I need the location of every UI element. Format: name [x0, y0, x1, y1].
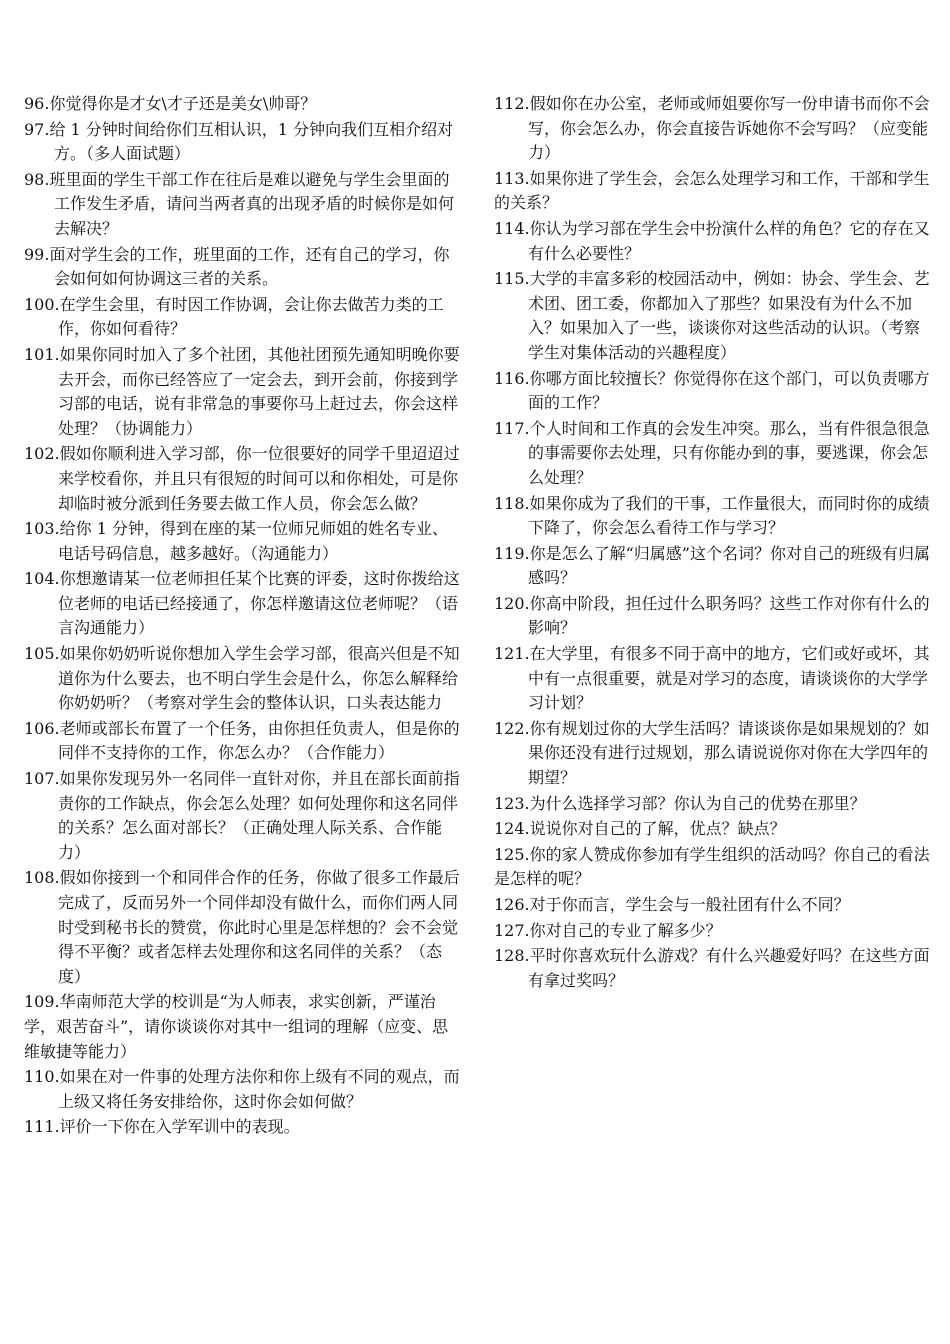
question-111: 111.评价一下你在入学军训中的表现。: [24, 1117, 300, 1137]
question-122: 122.你有规划过你的大学生活吗？请谈谈你是如果规划的？如果你还没有进行过规划，那么请说说你对你在大学四年的期望？: [494, 718, 930, 788]
question-119: 119.你是怎么了解“归属感”这个名词？你对自己的班级有归属感吗？: [494, 543, 930, 588]
question-121: 121.在大学里，有很多不同于高中的地方，它们或好或坏，其中有一点很重要，就是对学习的态度，请谈谈你的大学学习计划？: [494, 644, 930, 713]
question-104: 104.你想邀请某一位老师担任某个比赛的评委，这时你拨给这位老师的电话已经接通了，你怎样邀请这位老师呢？（语言沟通能力）: [24, 569, 460, 638]
question-125: 125.你的家人赞成你参加有学生组织的活动吗？你自己的看法是怎样的呢？: [494, 844, 930, 889]
question-100: 100.在学生会里，有时因工作协调，会让你去做苦力类的工作，你如何看待？: [24, 294, 444, 339]
question-124: 124.说说你对自己的了解，优点？缺点？: [494, 819, 786, 839]
question-105: 105.如果你奶奶听说你想加入学生会学习部，很高兴但是不知道你为什么要去，也不明白学生会是什么，你怎么解释给你奶奶听？（考察对学生会的整体认识，口头表达能力: [24, 644, 460, 713]
question-115: 115.大学的丰富多彩的校园活动中，例如：协会、学生会、艺术团、团工委，你都加入了那些？如果没有为什么不加入？如果加入了一些，谈谈你对这些活动的认识。（考察学生对集体活动的兴趣程度）: [494, 269, 930, 362]
question-113: 113.如果你进了学生会，会怎么处理学习和工作，干部和学生的关系？: [494, 168, 930, 213]
right-column: [494, 92, 930, 994]
question-98: 98.班里面的学生干部工作在往后是难以避免与学生会里面的工作发生矛盾，请问当两者真的出现矛盾的时候你是如何去解决？: [24, 169, 455, 238]
question-103: 103.给你 1 分钟，得到在座的某一位师兄师姐的姓名专业、电话号码信息，越多越好。（沟通能力）: [24, 519, 448, 563]
question-96: 96.你觉得你是才女\才子还是美女\帅哥？: [24, 94, 317, 113]
question-108: 108.假如你接到一个和同伴合作的任务，你做了很多工作最后完成了，反而另外一个同伴却没有做什么，而你们两人同时受到秘书长的赞赏，你此时心里是怎样想的？会不会觉得不平衡？或者怎样去处理你和这名同伴的关系？（态度）: [24, 868, 460, 986]
question-120: 120.你高中阶段，担任过什么职务吗？这些工作对你有什么的影响？: [494, 593, 930, 638]
question-126: 126.对于你而言，学生会与一般社团有什么不同？: [494, 895, 850, 914]
left-column: [24, 92, 460, 1141]
question-110: 110.如果在对一件事的处理方法你和你上级有不同的观点，而上级又将任务安排给你，这时你会如何做？: [24, 1067, 460, 1111]
question-109: 109.华南师范大学的校训是“为人师表，求实创新，严谨治学，艰苦奋斗”，请你谈谈你对其中一组词的理解（应变、思维敏捷等能力）: [24, 992, 449, 1061]
question-107: 107.如果你发现另外一名同伴一直针对你，并且在部长面前指责你的工作缺点，你会怎么处理？如何处理你和这名同伴的关系？怎么面对部长？（正确处理人际关系、合作能力）: [24, 769, 460, 862]
question-117: 117.个人时间和工作真的会发生冲突。那么，当有件很急很急的事需要你去处理，只有你能办到的事，要逃课，你会怎么处理？: [494, 418, 930, 487]
question-127: 127.你对自己的专业了解多少？: [494, 920, 722, 940]
question-128: 128.平时你喜欢玩什么游戏？有什么兴趣爱好吗？在这些方面有拿过奖吗？: [494, 946, 930, 990]
question-118: 118.如果你成为了我们的干事，工作量很大，而同时你的成绩下降了，你会怎么看待工作与学习？: [494, 493, 930, 538]
question-101: 101.如果你同时加入了多个社团，其他社团预先通知明晚你要去开会，而你已经答应了一定会去，到开会前，你接到学习部的电话，说有非常急的事要你马上赶过去，你会这样处理？（协调能力）: [24, 344, 460, 438]
question-99: 99.面对学生会的工作，班里面的工作，还有自己的学习，你会如何如何协调这三者的关系。: [24, 244, 450, 289]
question-116: 116.你哪方面比较擅长？你觉得你在这个部门，可以负责哪方面的工作？: [494, 368, 930, 413]
question-106: 106.老师或部长布置了一个任务，由你担任负责人，但是你的同伴不支持你的工作，你怎么办？（合作能力）: [24, 718, 460, 763]
question-114: 114.你认为学习部在学生会中扮演什么样的角色？它的存在又有什么必要性？: [494, 218, 930, 263]
question-112: 112.假如你在办公室，老师或师姐要你写一份申请书而你不会写，你会怎么办，你会直接告诉她你不会写吗？（应变能力）: [494, 94, 930, 163]
question-123: 123.为什么选择学习部？你认为自己的优势在那里？: [494, 793, 866, 813]
question-102: 102.假如你顺利进入学习部，你一位很要好的同学千里迢迢过来学校看你，并且只有很短的时间可以和你相处，可是你却临时被分派到任务要去做工作人员，你会怎么做？: [24, 444, 460, 513]
question-97: 97.给 1 分钟时间给你们互相认识，1 分钟向我们互相介绍对方。（多人面试题）: [24, 119, 454, 164]
